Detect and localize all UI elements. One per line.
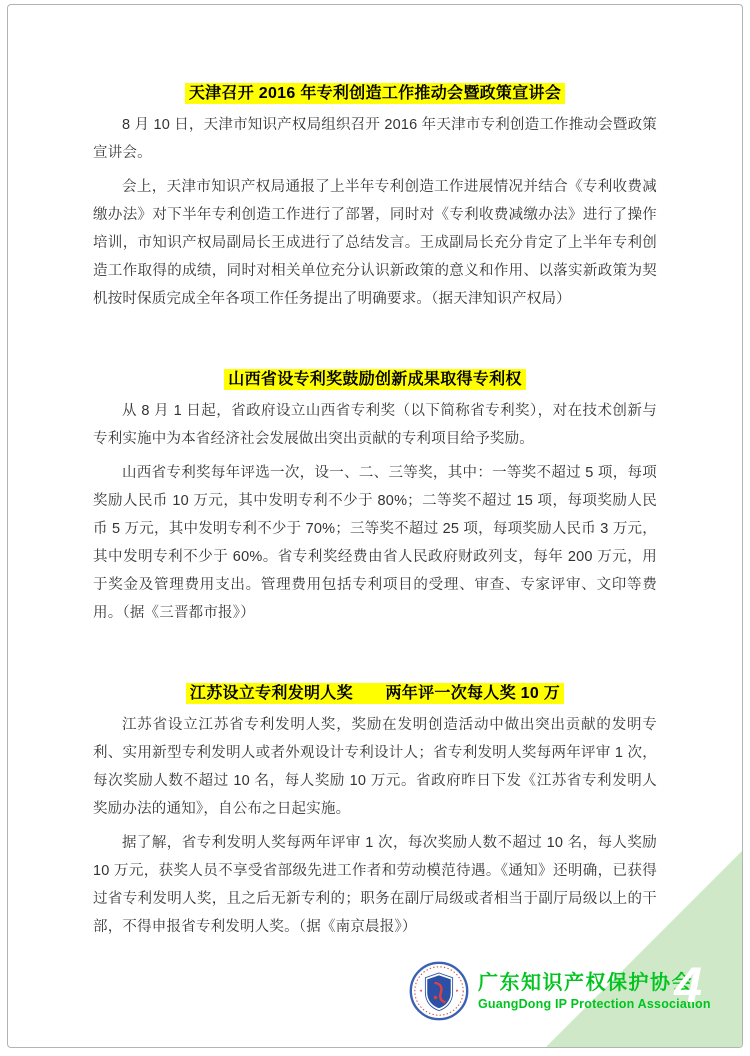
paragraph: 会上，天津市知识产权局通报了上半年专利创造工作进展情况并结合《专利收费减缴办法》对下半年专利创造工作进行了部署，同时对《专利收费减缴办法》进行了操作培训，市知识产权局副局长王成进行了总结发言。王成副局长充分肯定了上半年专利创造工作取得的成绩，同时对相关单位充分认识新政策的意义和作用、以落实新政策为契机按时保质完成全年各项工作任务提出了明确要求。（据天津知识产权局） — [93, 179, 657, 307]
paragraph: 从 8 月 1 日起，省政府设立山西省专利奖（以下简称省专利奖），对在技术创新与专利实施中为本省经济社会发展做出突出贡献的专利项目给予奖励。 — [93, 403, 657, 447]
org-name-chinese: 广东知识产权保护协会 — [478, 971, 693, 994]
document-page — [7, 4, 743, 1048]
section-title — [93, 683, 657, 705]
paragraph: 8 月 10 日，天津市知识产权局组织召开 2016 年天津市专利创造工作推动会暨政策宣讲会。 — [93, 117, 657, 161]
section-title — [93, 369, 657, 391]
section-title — [93, 83, 657, 105]
newsletter-content — [8, 83, 742, 941]
paragraph: 山西省专利奖每年评选一次，设一、二、三等奖，其中：一等奖不超过 5 项，每项奖励人民币 10 万元，其中发明专利不少于 80%；二等奖不超过 15 项，每项奖励人民币 5 万元，其中发明专利不少于 70%；三等奖不超过 25 项，每项奖励人民币 3 万元，其中发明专利不少于 60%。省专利奖经费由省人民政府财政列支，每年 200 万元，用于奖金及管理费用支出。管理费用包括专利项目的受理、审查、专家评审、文印等费用。（据《三晋都市报》） — [93, 465, 657, 621]
highlighted-title-text: 山西省设专利奖鼓励创新成果取得专利权 — [224, 369, 525, 390]
association-seal-icon — [409, 961, 469, 1021]
paragraph: 江苏省设立江苏省专利发明人奖，奖励在发明创造活动中做出突出贡献的发明专利、实用新型专利发明人或者外观设计专利设计人；省专利发明人奖每两年评审 1 次，每次奖励人数不超过 10 名，每人奖励 10 万元。省政府昨日下发《江苏省专利发明人奖励办法的通知》，自公布之日起实施。 — [93, 717, 657, 817]
org-name-english: GuangDong IP Protection Association — [478, 996, 711, 1011]
paragraph: 据了解，省专利发明人奖每两年评审 1 次，每次奖励人数不超过 10 名，每人奖励 10 万元，获奖人员不享受省部级先进工作者和劳动模范待遇。《通知》还明确，已获得过省专利发明人奖，且之后无新专利的；职务在副厅局级或者相当于副厅局级以上的干部，不得申报省专利发明人奖。（据《南京晨报》） — [93, 835, 657, 935]
page-number: 4 — [674, 957, 702, 1013]
footer — [409, 961, 711, 1021]
highlighted-title-text: 天津召开 2016 年专利创造工作推动会暨政策宣讲会 — [185, 83, 565, 104]
highlighted-title-text: 江苏设立专利发明人奖 两年评一次每人奖 10 万 — [186, 683, 564, 704]
